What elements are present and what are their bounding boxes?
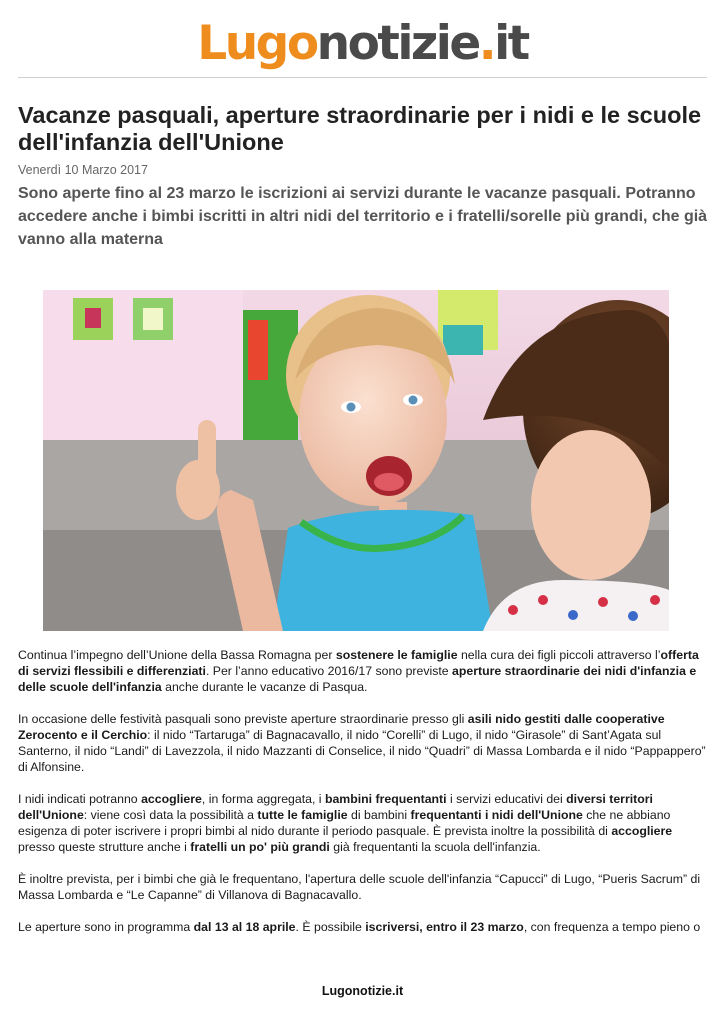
children-photo-illustration [43,290,669,631]
text-run: . Per l’anno educativo 2016/17 sono previste [205,664,453,678]
text-run: : il nido “Tartaruga” di Bagnacavallo, il nido “Corelli” di Lugo, il nido “Girasole” di Sant’Agata sul Santerno, il nido “Landi” di Lavezzola, il nido Mazzanti di Conselice, il nido “Quadri” di Massa Lombarda e il nido “Pappappero” di Alfonsine. [18,728,706,774]
body-paragraph-3 [18,791,708,855]
text-run: . È possibile [295,920,366,934]
body-paragraph-1 [18,647,708,695]
article-date: Venerdì 10 Marzo 2017 [18,163,148,177]
logo-notizie: notizie [316,16,479,71]
text-run: già frequentanti la scuola dell'infanzia. [329,840,541,854]
text-run: nella cura dei figli piccoli attraverso l’ [457,648,661,662]
text-run: di bambini [347,808,411,822]
text-run: , con frequenza a tempo pieno o [523,920,701,934]
bold-text-run: diversi territori dell'Unione [18,792,653,822]
text-run: : viene così data la possibilità a [83,808,258,822]
text-run: , in forma aggregata, i [201,792,325,806]
bold-text-run: offerta di servizi flessibili e differenziati [18,648,699,678]
bold-text-run: asili nido gestiti dalle cooperative Zerocento e il Cerchio [18,712,665,742]
bold-text-run: sostenere le famiglie [335,648,458,662]
text-run: che ne abbiano esigenza di poter iscrivere i propri bimbi al nido durante il periodo pasquale. È prevista inoltre la possibilità di [18,808,671,838]
logo-it: it [494,16,528,71]
bold-text-run: accogliere [611,824,673,838]
bold-text-run: iscriversi, entro il 23 marzo [365,920,524,934]
article-photo [43,290,669,631]
text-run: È inoltre prevista, per i bimbi che già le frequentano, l'apertura delle scuole dell'infanzia “Capucci” di Lugo, “Pueris Sacrum” di Massa Lombarda e “Le Capanne” di Villanova di Bagnacavallo. [18,872,701,902]
text-run: i servizi educativi dei [446,792,567,806]
text-run: In occasione delle festività pasquali sono previste aperture straordinarie presso gli [18,712,468,726]
bold-text-run: frequentanti i nidi dell'Unione [410,808,583,822]
text-run: presso queste strutture anche i [18,840,191,854]
body-paragraph-2 [18,711,708,775]
bold-text-run: fratelli un po' più grandi [190,840,330,854]
site-logo[interactable] [0,14,725,74]
bold-text-run: tutte le famiglie [257,808,348,822]
bold-text-run: accogliere [141,792,202,806]
body-paragraph-5 [18,919,708,935]
logo-lugo: Lugo [197,16,317,71]
footer-site-name[interactable]: Lugonotizie.it [321,984,404,998]
header-divider [18,77,707,78]
article-title: Vacanze pasquali, aperture straordinarie per i nidi e le scuole dell'infanzia dell'Unione [18,102,702,155]
text-run: I nidi indicati potranno [18,792,142,806]
logo-dot: . [478,16,495,71]
bold-text-run: dal 13 al 18 aprile [193,920,296,934]
bold-text-run: bambini frequentanti [324,792,447,806]
text-run: Le aperture sono in programma [18,920,194,934]
body-paragraph-4 [18,871,708,903]
text-run: Continua l’impegno dell’Unione della Bassa Romagna per [18,648,336,662]
article-lead: Sono aperte fino al 23 marzo le iscrizioni ai servizi durante le vacanze pasquali. Potranno accedere anche i bimbi iscritti in altri nidi del territorio e i fratelli/sorelle più grandi, che già vanno alla materna [18,185,708,248]
bold-text-run: aperture straordinarie dei nidi d'infanzia e delle scuole dell'infanzia [18,664,697,694]
article-body [18,647,708,951]
text-run: anche durante le vacanze di Pasqua. [161,680,368,694]
